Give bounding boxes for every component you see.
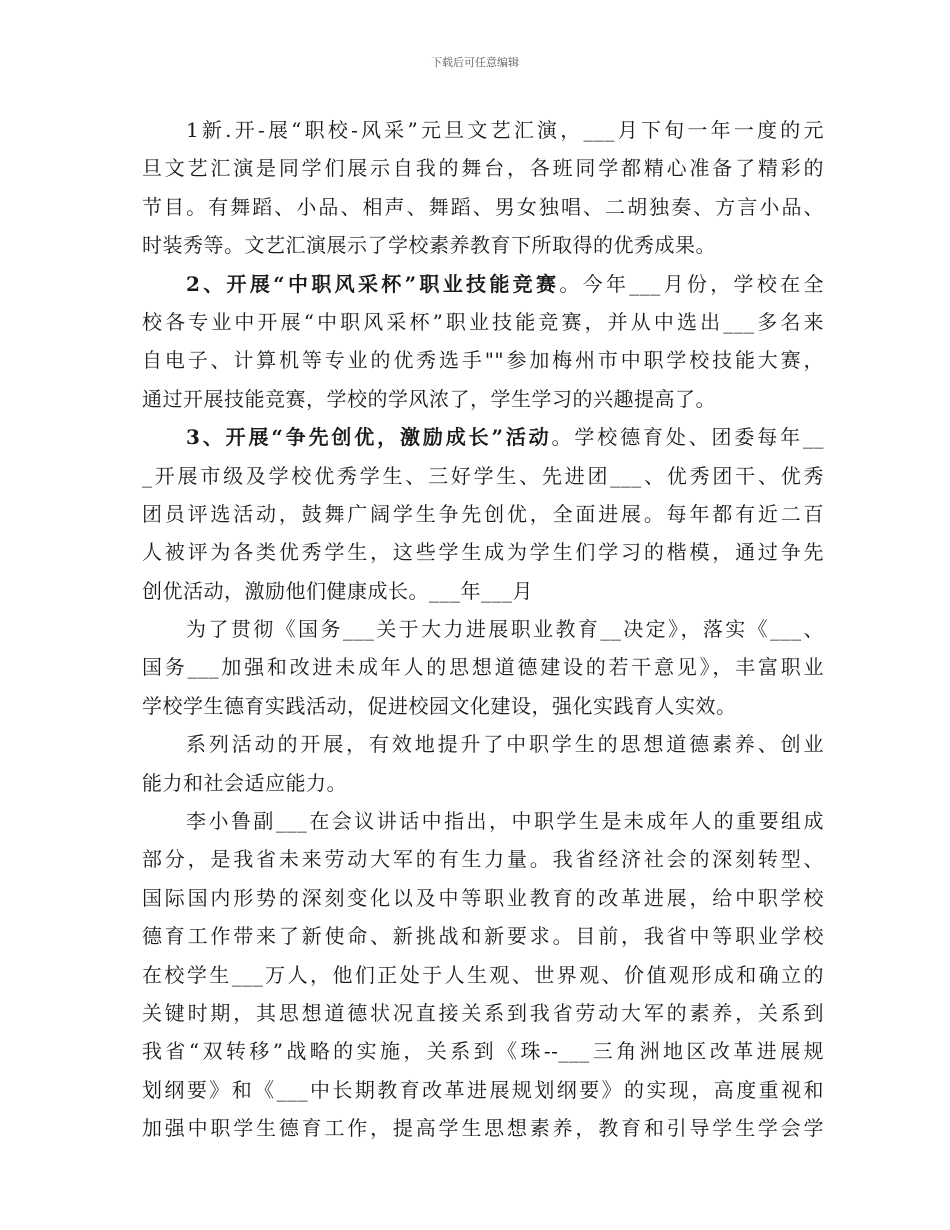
bold-heading: 2、开展“中职风采杯”职业技能竞赛 (186, 271, 560, 296)
paragraph-line: 学校学生德育实践活动，促进校园文化建设，强化实践育人实效。 (142, 693, 737, 718)
line-text: 。学校德育处、团委每年__ (551, 425, 824, 450)
paragraph-line: 部分，是我省未来劳动大军的有生力量。我省经济社会的深刻转型、 (142, 847, 824, 872)
paragraph-line (142, 418, 824, 456)
paragraph-line: 为了贯彻《国务___关于大力进展职业教育__决定》，落实《___、 (186, 617, 824, 642)
paragraph-line: 节目。有舞蹈、小品、相声、舞蹈、男女独唱、二胡独奏、方言小品、 (142, 194, 824, 219)
paragraph-line: 时装秀等。文艺汇演展示了学校素养教育下所取得的优秀成果。 (142, 233, 716, 258)
paragraph-line: 旦文艺汇演是同学们展示自我的舞台，各班同学都精心准备了精彩的 (142, 156, 824, 181)
paragraph-line: 国务___加强和改进未成年人的思想道德建设的若干意见》，丰富职业 (142, 655, 824, 680)
paragraph (142, 610, 824, 725)
line-text: 。今年___月份，学校在全 (559, 271, 824, 296)
paragraph-line: 我省“双转移”战略的实施，关系到《珠--___三角洲地区改革进展规 (142, 1039, 824, 1064)
paragraph-line: 能力和社会适应能力。 (142, 770, 347, 795)
paragraph (142, 265, 824, 419)
document-body (142, 111, 824, 1148)
paragraph-line: 1新.开-展“职校-风采”元旦文艺汇演，___月下旬一年一度的元 (186, 118, 824, 142)
paragraph-line: 在校学生___万人，他们正处于人生观、世界观、价值观形成和确立的 (142, 962, 824, 987)
paragraph (142, 725, 824, 802)
paragraph-line: 人被评为各类优秀学生，这些学生成为学生们学习的楷模，通过争先 (142, 540, 824, 565)
header-note: 下载后可任意编辑 (431, 56, 519, 69)
paragraph-line: 创优活动，激励他们健康成长。___年___月 (142, 578, 533, 603)
paragraph (142, 111, 824, 265)
paragraph-line: _开展市级及学校优秀学生、三好学生、先进团___、优秀团干、优秀 (142, 463, 824, 488)
paragraph (142, 802, 824, 1148)
paragraph-line: 加强中职学生德育工作，提高学生思想素养，教育和引导学生学会学 (142, 1116, 824, 1141)
paragraph-line: 校各专业中开展“中职风采杯”职业技能竞赛，并从中选出___多名来 (142, 309, 824, 334)
paragraph-line: 国际国内形势的深刻变化以及中等职业教育的改革进展，给中职学校 (142, 885, 824, 910)
bold-heading: 3、开展“争先创优，激励成长”活动 (186, 425, 552, 450)
paragraph-line: 德育工作带来了新使命、新挑战和新要求。目前，我省中等职业学校 (142, 924, 824, 949)
paragraph-line: 通过开展技能竞赛，学校的学风浓了，学生学习的兴趣提高了。 (142, 386, 716, 411)
paragraph-line (142, 265, 824, 303)
paragraph (142, 418, 824, 610)
paragraph-line: 李小鲁副___在会议讲话中指出，中职学生是未成年人的重要组成 (186, 809, 824, 834)
paragraph-line: 团员评选活动，鼓舞广阔学生争先创优，全面进展。每年都有近二百 (142, 501, 824, 526)
paragraph-line: 自电子、计算机等专业的优秀选手""参加梅州市中职学校技能大赛， (142, 348, 824, 373)
paragraph-line: 关键时期，其思想道德状况直接关系到我省劳动大军的素养，关系到 (142, 1000, 824, 1025)
paragraph-line: 划纲要》和《___中长期教育改革进展规划纲要》的实现，高度重视和 (142, 1077, 824, 1102)
paragraph-line: 系列活动的开展，有效地提升了中职学生的思想道德素养、创业 (186, 732, 824, 757)
